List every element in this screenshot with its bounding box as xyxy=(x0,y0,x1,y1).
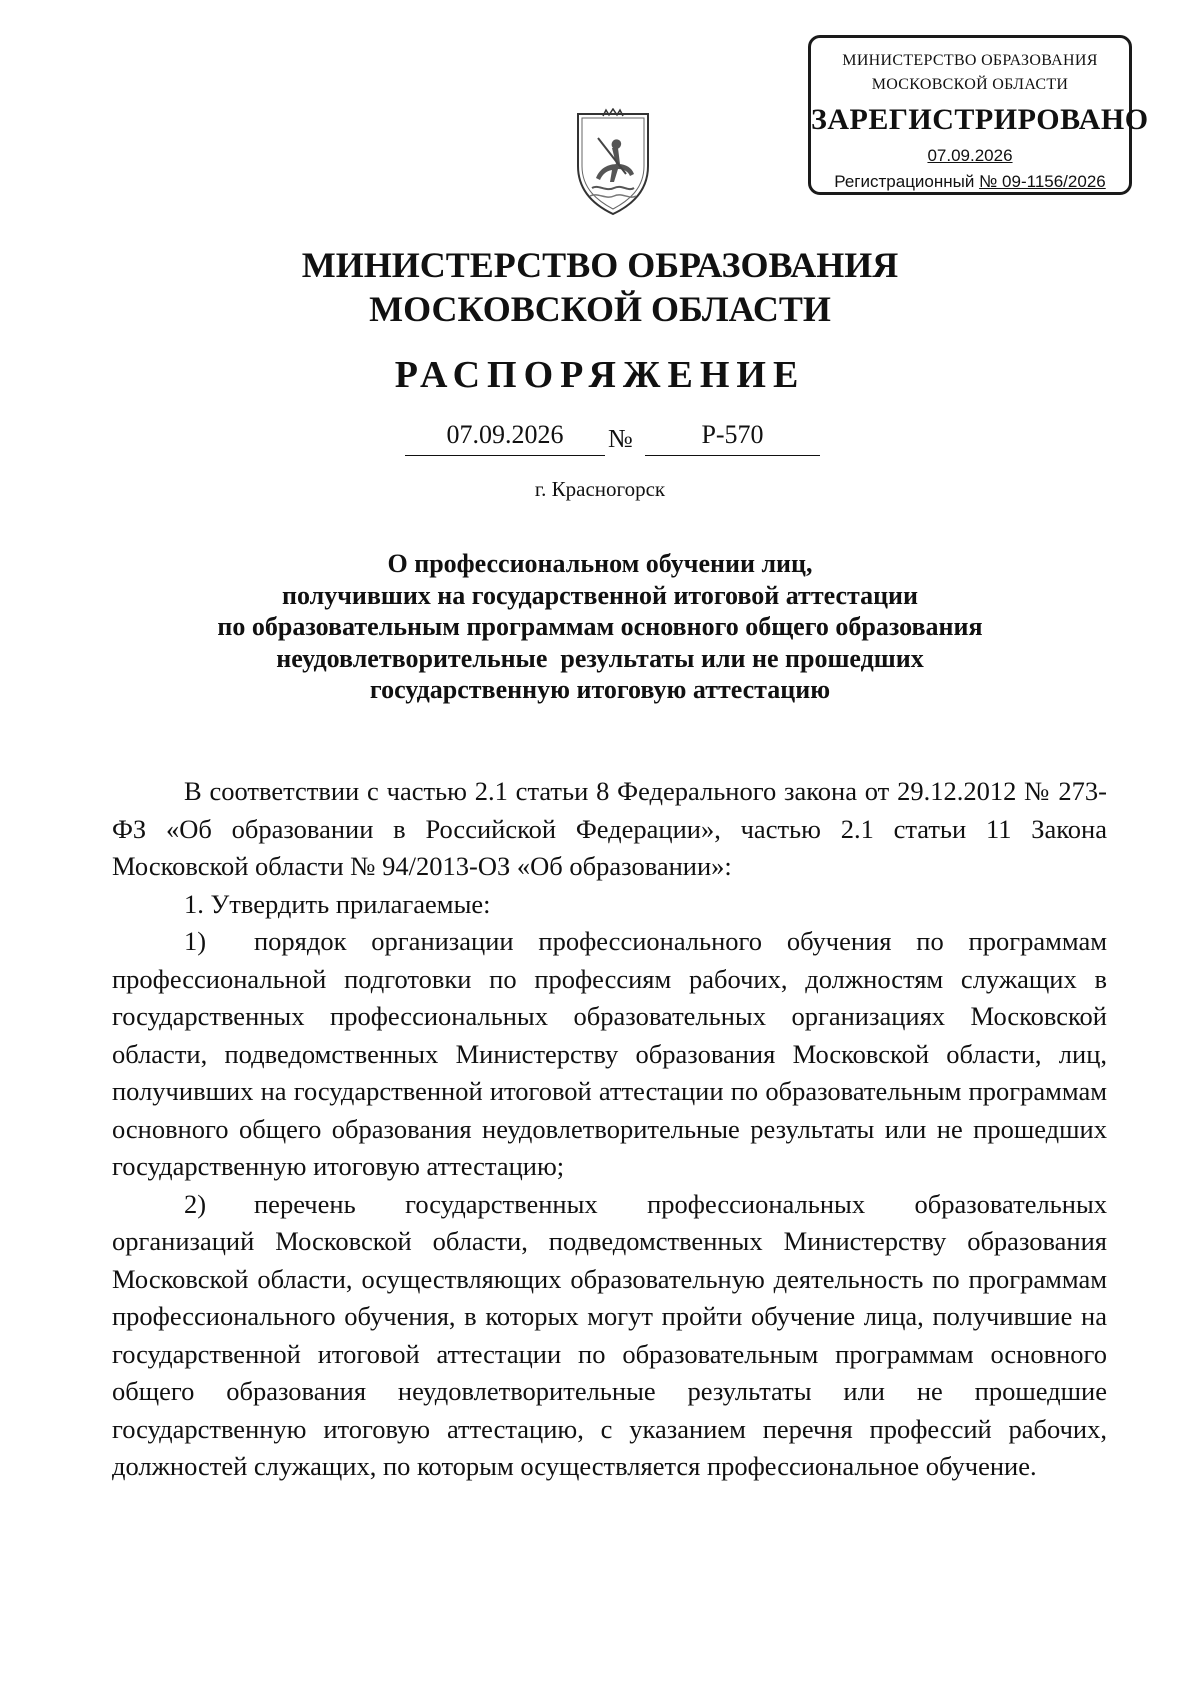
item-1 xyxy=(112,923,1107,1186)
preamble-paragraph: В соответствии с частью 2.1 статьи 8 Федерального закона от 29.12.2012 № 273-ФЗ «Об образовании в Российской Федерации», частью 2.1 статьи 11 Закона Московской области № 94/2013-ОЗ «Об образовании»: xyxy=(112,776,1107,881)
subject-line: О профессиональном обучении лиц, xyxy=(387,549,813,578)
subject-line: государственную итоговую аттестацию xyxy=(369,675,831,704)
stamp-registration xyxy=(811,172,1129,192)
subject-line: по образовательным программам основного общего образования xyxy=(217,612,983,641)
ministry-title xyxy=(0,243,1200,331)
number-sign: № xyxy=(608,424,633,453)
item-2-text: перечень государственных профессиональных образовательных организаций Московской области, подведомственных Министерству образования Московской области, осуществляющих образовательную деятельность по программам профессионального обучения, в которых могут пройти обучение лица, получившие на государственной итоговой аттестации по образовательным программам основного общего образования неудовлетворительные результаты или не прошедшие государственную итоговую аттестацию, с указанием перечня профессий рабочих, должностей служащих, по которым осуществляется профессиональное обучение. xyxy=(112,1188,1107,1481)
stamp-reg-label: Регистрационный xyxy=(834,172,980,191)
subject-line: получивших на государственной итоговой аттестации xyxy=(281,580,919,610)
city: г. Красногорск xyxy=(534,477,666,501)
order-number: Р-570 xyxy=(701,420,764,449)
item-2 xyxy=(112,1186,1107,1486)
point-1: 1. Утвердить прилагаемые: xyxy=(184,888,491,919)
item-2-number: 2) xyxy=(184,1188,207,1219)
stamp-date: 07.09.2026 xyxy=(927,146,1013,165)
registration-stamp xyxy=(808,35,1149,195)
number-underline xyxy=(645,455,820,456)
stamp-ministry-line2: МОСКОВСКОЙ ОБЛАСТИ xyxy=(871,76,1069,93)
ministry-title-line2: МОСКОВСКОЙ ОБЛАСТИ xyxy=(369,289,831,329)
order-date: 07.09.2026 xyxy=(446,420,564,449)
item-1-text: порядок организации профессионального обучения по программам профессиональной подготовки по профессиям рабочих, должностям служащих в государственных профессиональных образовательных организациях Московской области, подведомственных Министерству образования Московской области, лиц, получивших на государственной итоговой аттестации по образовательным программам основного общего образования неудовлетворительные результаты или не прошедших государственную итоговую аттестацию; xyxy=(112,926,1107,1181)
document-type: РАСПОРЯЖЕНИЕ xyxy=(394,354,806,396)
stamp-reg-number: № 09-1156/2026 xyxy=(979,172,1106,191)
subject-line: неудовлетворительные результаты или не прошедших xyxy=(276,643,924,673)
date-underline xyxy=(405,455,605,456)
order-body xyxy=(112,773,1107,1486)
stamp-status: ЗАРЕГИСТРИРОВАНО xyxy=(811,103,1149,136)
order-subject xyxy=(0,548,1200,706)
ministry-title-line1: МИНИСТЕРСТВО ОБРАЗОВАНИЯ xyxy=(301,245,899,285)
stamp-ministry-line1: МИНИСТЕРСТВО ОБРАЗОВАНИЯ xyxy=(842,52,1098,69)
item-1-number: 1) xyxy=(184,926,207,956)
coat-of-arms-icon xyxy=(568,108,658,218)
